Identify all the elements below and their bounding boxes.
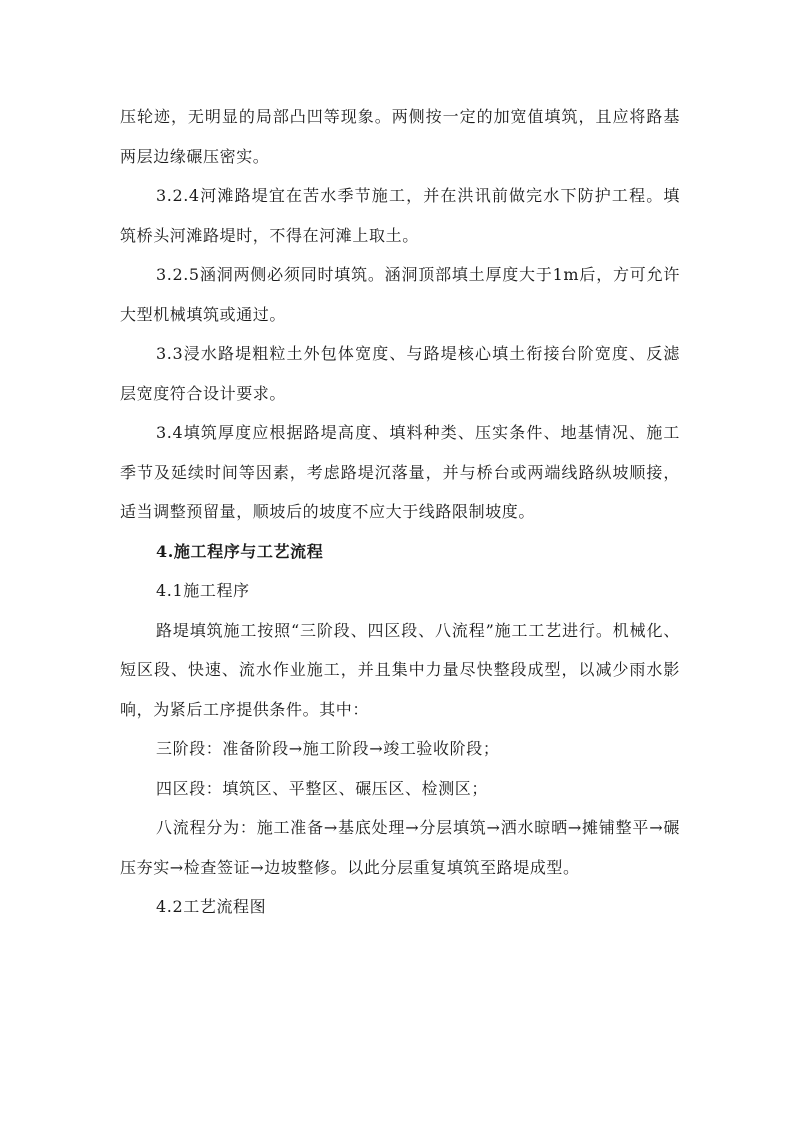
section-4-1-heading: 4.1施工程序 <box>156 581 250 600</box>
paragraph-3-2-4: 3.2.4河滩路堤宜在苦水季节施工，并在洪讯前做完水下防护工程。填筑桥头河滩路堤时，不得在河滩上取土。 <box>120 186 680 245</box>
paragraph-4-1-intro: 路堤填筑施工按照“三阶段、四区段、八流程”施工工艺进行。机械化、短区段、快速、流水作业施工，并且集中力量尽快整段成型，以减少雨水影响，为紧后工序提供条件。其中： <box>120 620 680 719</box>
paragraph-3-2-5: 3.2.5涵洞两侧必须同时填筑。涵洞顶部填土厚度大于1m后，方可允许大型机械填筑或通过。 <box>120 265 680 324</box>
section-4-heading: 4.施工程序与工艺流程 <box>156 541 324 561</box>
paragraph-continuation: 压轮迹，无明显的局部凸凹等现象。两侧按一定的加宽值填筑，且应将路基两层边缘碾压密实。 <box>120 107 680 166</box>
paragraph-3-4: 3.4填筑厚度应根据路堤高度、填料种类、压实条件、地基情况、施工季节及延续时间等因素，考虑路堤沉落量，并与桥台或两端线路纵坡顺接，适当调整预留量，顺坡后的坡度不应大于线路限制坡度。 <box>120 423 680 521</box>
document-page <box>120 97 680 927</box>
paragraph-three-stages: 三阶段：准备阶段→施工阶段→竣工验收阶段； <box>156 739 500 758</box>
section-4-2-heading: 4.2工艺流程图 <box>156 897 267 916</box>
paragraph-four-sections: 四区段：填筑区、平整区、碾压区、检测区； <box>156 778 489 798</box>
paragraph-eight-processes: 八流程分为：施工准备→基底处理→分层填筑→洒水晾晒→摊铺整平→碾压夯实→检查签证→边坡整修。以此分层重复填筑至路堤成型。 <box>120 818 680 877</box>
paragraph-3-3: 3.3浸水路堤粗粒土外包体宽度、与路堤核心填土衔接台阶宽度、反滤层宽度符合设计要求。 <box>120 344 680 403</box>
